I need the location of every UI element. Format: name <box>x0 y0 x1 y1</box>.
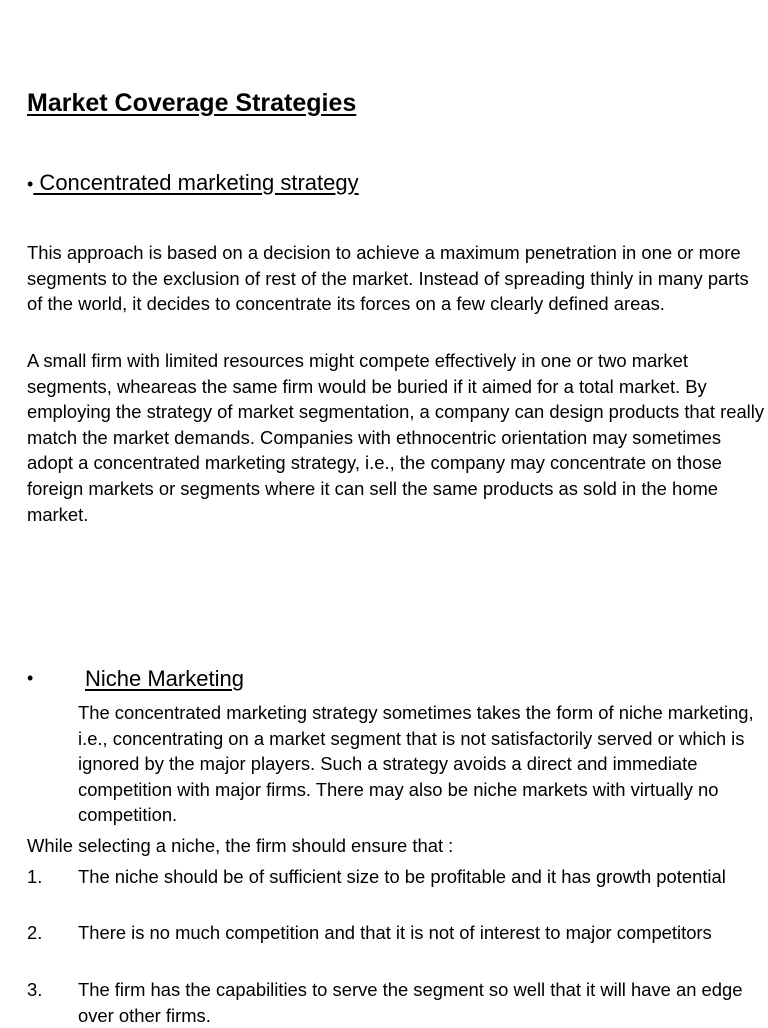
bullet-icon: • <box>27 668 34 688</box>
page-title: Market Coverage Strategies <box>27 89 357 117</box>
list-item-number: 3. <box>27 979 43 1000</box>
section-heading-concentrated <box>27 170 359 196</box>
bullet-icon: • <box>27 174 34 194</box>
paragraph-niche-marketing: The concentrated marketing strategy sometimes takes the form of niche marketing, i.e., concentrating on a market segment that is not satisfactorily served or which is ignored by the major players. Such a strategy avoids a direct and immediate competition with major firms. There may also be niche markets with virtually no competition. <box>78 702 754 826</box>
list-item-text: The firm has the capabilities to serve the segment so well that it will have an edge over other firms. <box>78 979 743 1026</box>
list-item-number: 2. <box>27 922 43 943</box>
paragraph-small-firm: A small firm with limited resources might compete effectively in one or two market segments, wheareas the same firm would be buried if it aimed for a total market. By employing the strategy of market segmentation, a company can design products that really match the market demands. Companies with ethnocentric orientation may sometimes adopt a concentrated marketing strategy, i.e., the company may concentrate on those foreign markets or segments where it can sell the same products as sold in the home market. <box>27 350 765 525</box>
list-item-text: The niche should be of sufficient size to be profitable and it has growth potential <box>78 866 726 887</box>
list-item-number: 1. <box>27 866 43 887</box>
section-heading-niche: Niche Marketing <box>85 666 244 691</box>
paragraph-niche-intro: While selecting a niche, the firm should ensure that : <box>27 835 454 856</box>
paragraph-approach: This approach is based on a decision to achieve a maximum penetration in one or more segments to the exclusion of rest of the market. Instead of spreading thinly in many parts of the world, it decides to concentrate its forces on a few clearly defined areas. <box>27 242 749 315</box>
section-heading-label: Concentrated marketing strategy <box>33 170 359 195</box>
list-item-text: There is no much competition and that it is not of interest to major competitors <box>78 922 712 943</box>
